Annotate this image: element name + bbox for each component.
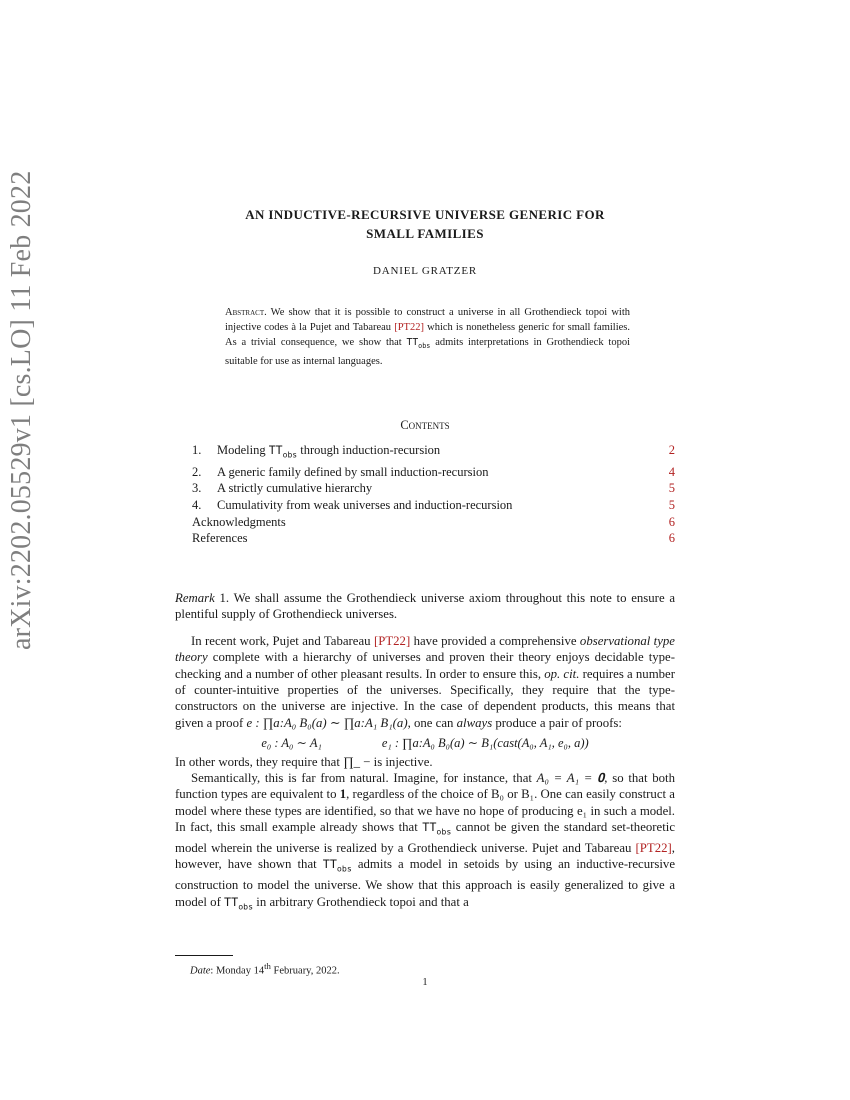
equation-right: e₁ : ∏a:A₀ B₀(a) ∼ B₁(cast(A₀, A₁, e₀, a)) [381,736,589,751]
title-line-2: SMALL FAMILIES [366,226,484,241]
citation-link[interactable]: [PT22] [394,322,424,333]
toc-page-link[interactable]: 2 [668,443,675,457]
toc-item[interactable]: 3. A strictly cumulative hierarchy 5 [192,481,675,496]
body-text [175,590,675,914]
display-equation [175,735,675,751]
abstract-text-2: which is nonetheless generic for small families. As a trivial consequence, we show that [225,322,630,348]
paragraph-3: Semantically, this is far from natural. Imagine, for instance, that A₀ = A₁ = 𝟎, so that both function types are equivalent to 1, regardless of the choice of B₀ or B₁. One can easily construct a model where these types are identified, so that we have no hope of producing e₁ in such a model. In fact, this small example already shows that $TT_{obs}$ cannot be given the standard set-theoretic model wherein the universe is realized by a Grothendieck universe. Pujet and Tabareau [PT22], however, have shown that $TT_{obs}$ admits a model in setoids by using an inductive-recursive construction to model the universe. We show that this approach is easily generalized to give a model of $TT_{obs}$ in arbitrary Grothendieck topoi and that a [175,771,675,911]
footnote-rule [175,955,233,956]
author: DANIEL GRATZER [373,265,477,277]
toc-page-link[interactable]: 5 [668,498,675,513]
toc-item[interactable]: Acknowledgments 6 [192,514,675,529]
toc-item[interactable]: 2. A generic family defined by small induction-recursion 4 [192,464,675,479]
toc-page-link[interactable]: 6 [668,531,675,546]
toc-page-link[interactable]: 6 [668,514,675,529]
formula: e : ∏a:A₀ B₀(a) ∼ ∏a:A₁ B₁(a) [246,715,408,730]
paragraph-2: In other words, they require that ∏_ − is injective. [175,754,433,769]
footnote-date: Date: Monday 14th February, 2022. [190,961,340,977]
citation-link[interactable]: [PT22] [373,633,411,648]
abstract [225,305,630,369]
toc-page-link[interactable]: 4 [668,464,675,479]
toc-item[interactable]: 1. Modeling $TT_{obs}$ through induction-recursion 2 [192,442,675,464]
page-number: 1 [422,977,428,988]
abstract-label: Abstract. [225,307,267,318]
citation-link[interactable]: [PT22] [635,841,672,856]
tt-obs: $TT_{obs}$ [406,337,431,350]
table-of-contents [192,442,675,547]
toc-page-link[interactable]: 5 [668,481,675,496]
abstract-text-3: admits interpretations in Grothendieck topoi suitable for use as internal languages. [225,337,630,367]
toc-item[interactable]: References 6 [192,531,675,546]
title-line-1: AN INDUCTIVE-RECURSIVE UNIVERSE GENERIC FOR [245,207,605,222]
equation-left: e₀ : A₀ ∼ A₁ [261,736,322,751]
abstract-text-1: We show that it is possible to construct a universe in all Grothendieck topoi with injective codes à la Pujet and Tabareau [225,307,630,333]
paper-title [175,205,675,243]
contents-heading: Contents [400,418,450,432]
arxiv-stamp: arXiv:2202.05529v1 [cs.LO] 11 Feb 2022 [6,170,37,650]
toc-item[interactable]: 4. Cumulativity from weak universes and induction-recursion 5 [192,498,675,513]
paragraph-1: In recent work, Pujet and Tabareau [PT22] have provided a comprehensive observational type theory complete with a hierarchy of universes and proven their theory enjoys decidable type-checking and a number of other pleasant results. In order to ensure this, op. cit. requires a number of counter-intuitive properties of the universes. Specifically, they require that the type-constructors on the universe are injective. In the case of dependent products, this means that given a proof e : ∏a:A₀ B₀(a) ∼ ∏a:A₁ B₁(a), one can always produce a pair of proofs: [175,633,675,730]
remark: Remark 1. We shall assume the Grothendieck universe axiom throughout this note to ensure a plentiful supply of Grothendieck universes. [175,591,676,622]
